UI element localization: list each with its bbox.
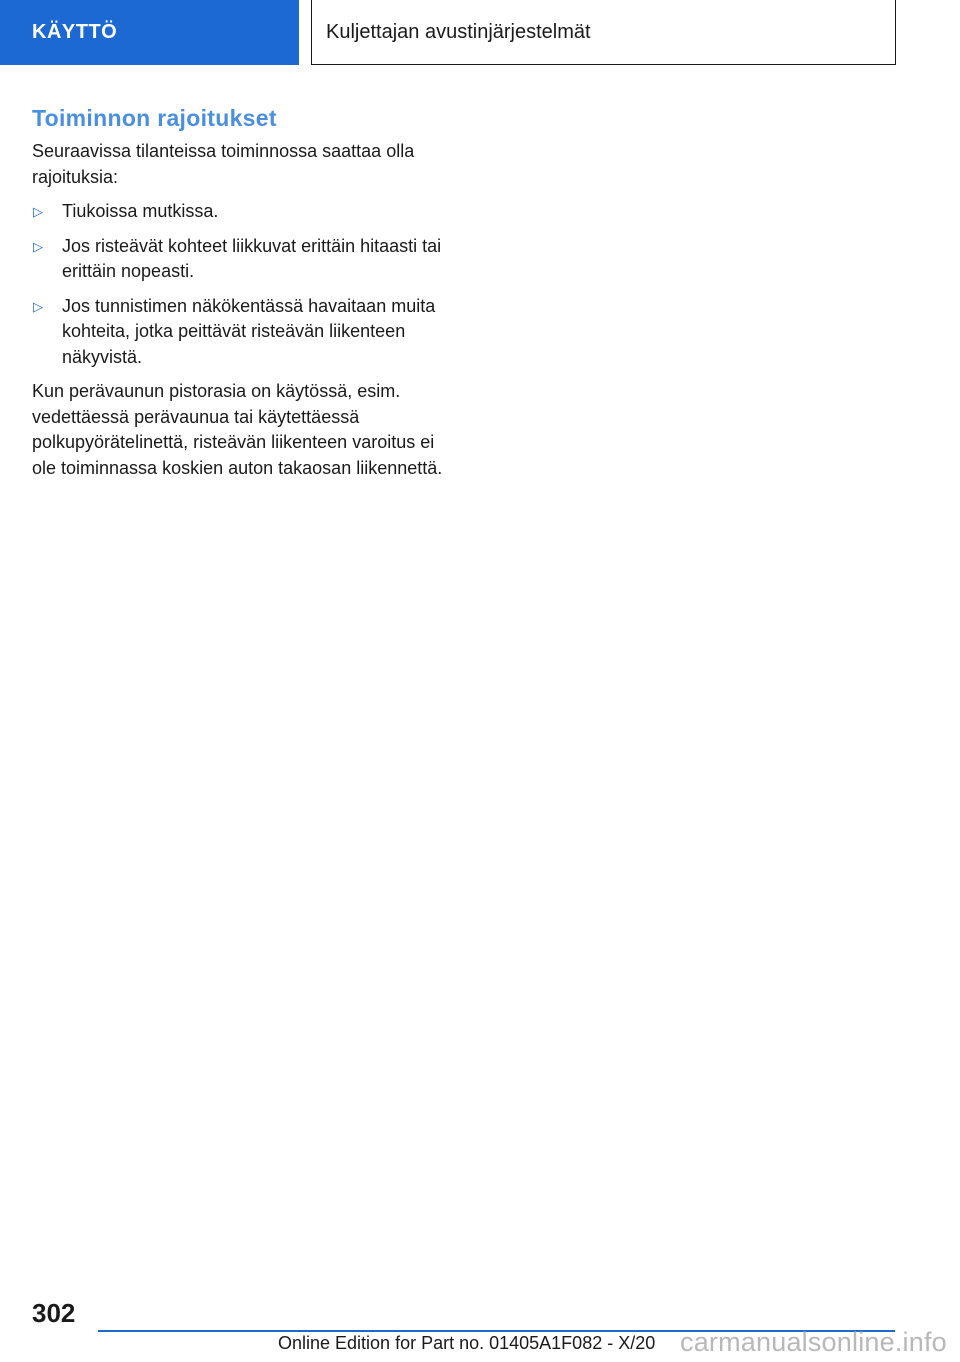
header-chapter-box <box>311 0 896 65</box>
header-chapter-label: Kuljettajan avustinjärjestelmät <box>326 20 591 43</box>
page-number: 302 <box>32 1298 76 1328</box>
limitations-list <box>32 199 450 370</box>
list-item <box>32 234 450 285</box>
list-item <box>32 199 450 225</box>
triangle-bullet-icon: ▷ <box>33 238 43 254</box>
list-item-text: Jos tunnistimen näkökentässä havaitaan muita kohteita, jotka peittävät risteävän liikenteen näkyvistä. <box>62 295 436 367</box>
list-item-text: Tiukoissa mutkissa. <box>62 201 219 221</box>
section-title: Toiminnon rajoitukset <box>32 105 277 131</box>
header-section-label: KÄYTTÖ <box>32 21 118 43</box>
header-section-tab <box>0 0 299 65</box>
list-item <box>32 294 450 371</box>
intro-paragraph: Seuraavissa tilanteissa toiminnossa saattaa olla rajoituksia: <box>32 141 415 187</box>
closing-paragraph: Kun perävaunun pistorasia on käytössä, esim. vedettäessä perävaunua tai käytettäessä polkupyörätelinettä, risteävän liikenteen varoitus ei ole toiminnassa koskien auton takaosan liikennettä. <box>32 381 443 478</box>
triangle-bullet-icon: ▷ <box>33 298 43 314</box>
watermark-text: carmanualsonline.info <box>680 1327 947 1357</box>
page-content <box>32 103 450 490</box>
triangle-bullet-icon: ▷ <box>33 204 43 219</box>
footer-edition-text: Online Edition for Part no. 01405A1F082 - X/20 <box>278 1333 656 1353</box>
list-item-text: Jos risteävät kohteet liikkuvat erittäin hitaasti tai erittäin nopeasti. <box>62 235 442 281</box>
